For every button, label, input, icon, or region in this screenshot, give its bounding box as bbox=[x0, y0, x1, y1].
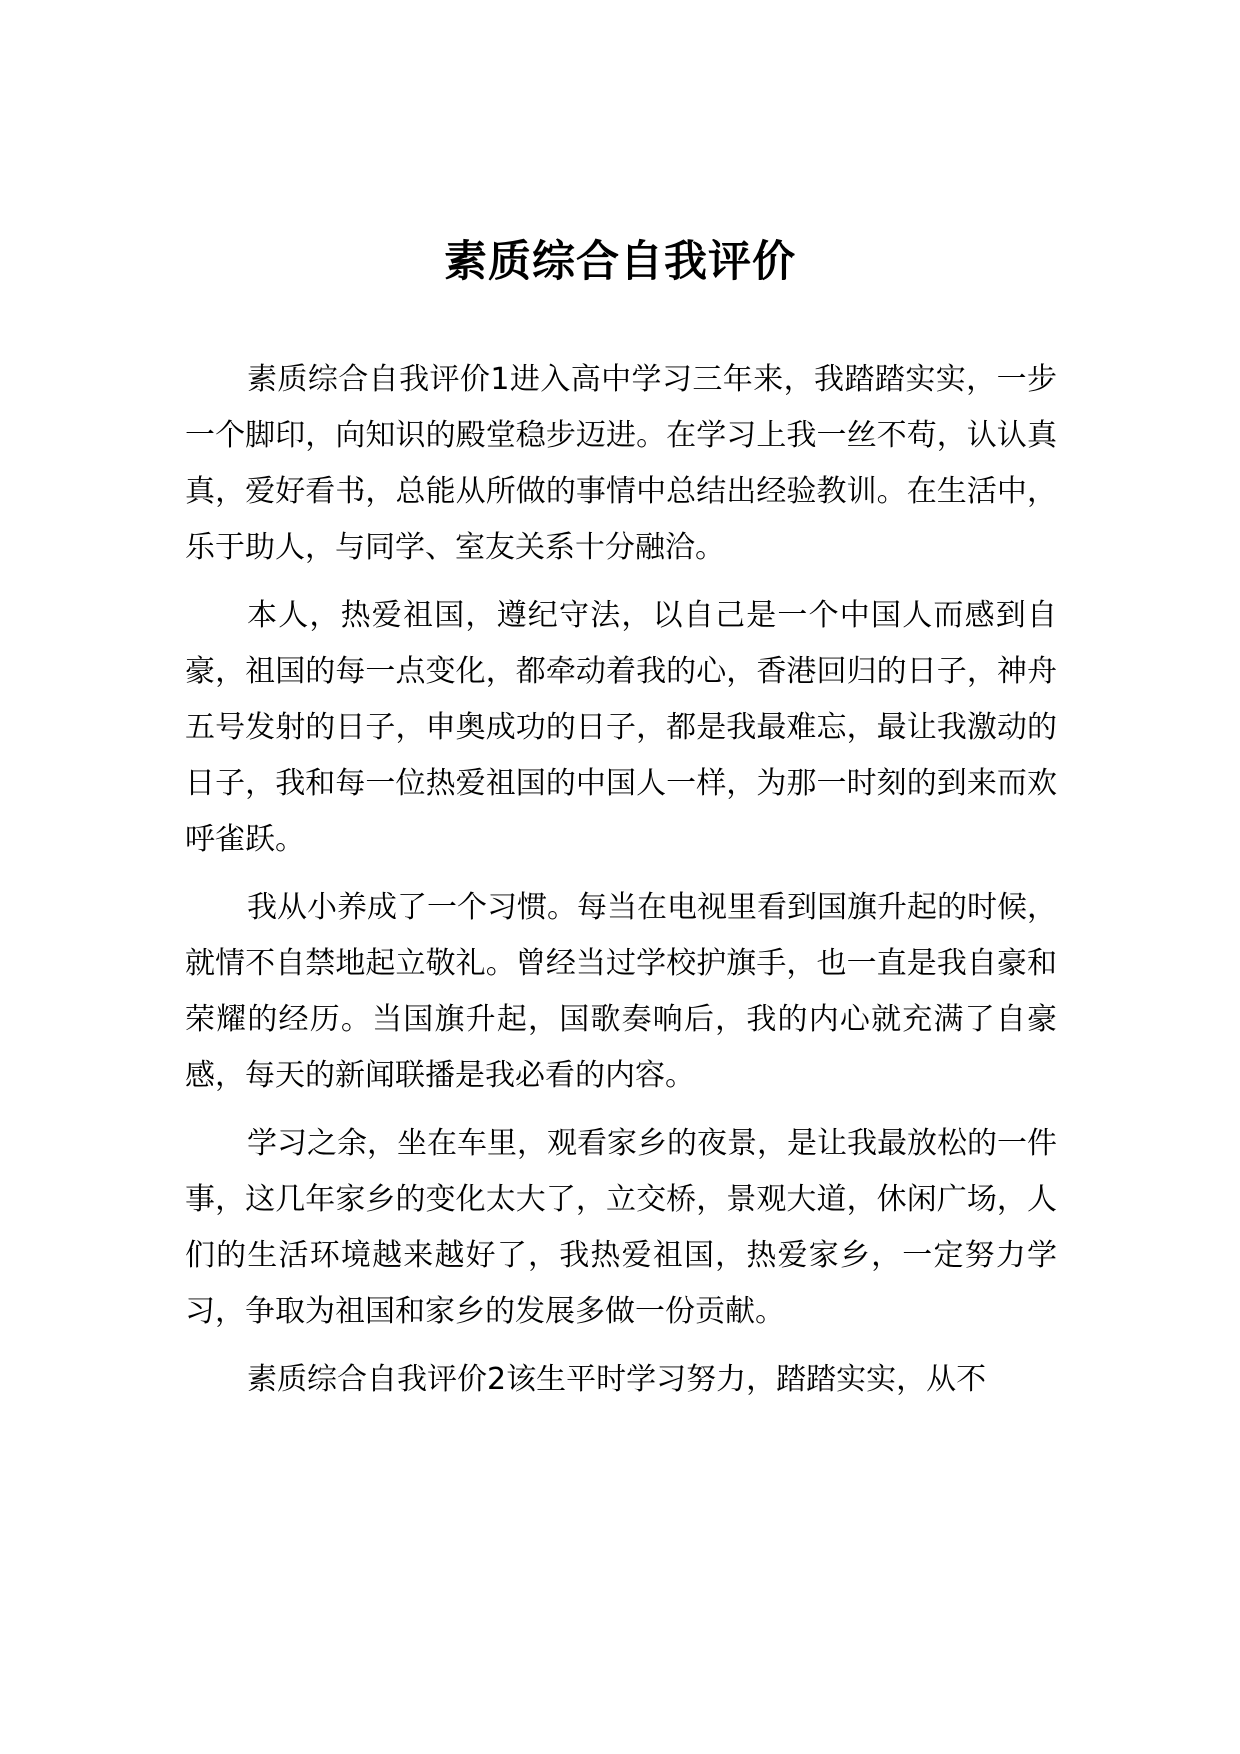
paragraph-1: 素质综合自我评价1进入高中学习三年来，我踏踏实实，一步一个脚印，向知识的殿堂稳步迈进。在学习上我一丝不苟，认认真真，爱好看书，总能从所做的事情中总结出经验教训。在生活中，乐于助人，与同学、室友关系十分融洽。 bbox=[185, 362, 1057, 565]
document-title: 素质综合自我评价 bbox=[444, 237, 796, 287]
paragraph-5: 素质综合自我评价2该生平时学习努力，踏踏实实，从不 bbox=[247, 1362, 987, 1397]
paragraph-3: 我从小养成了一个习惯。每当在电视里看到国旗升起的时候，就情不自禁地起立敬礼。曾经当过学校护旗手，也一直是我自豪和荣耀的经历。当国旗升起，国歌奏响后，我的内心就充满了自豪感，每天的新闻联播是我必看的内容。 bbox=[185, 890, 1057, 1093]
paragraph-4: 学习之余，坐在车里，观看家乡的夜景，是让我最放松的一件事，这几年家乡的变化太大了，立交桥，景观大道，休闲广场，人们的生活环境越来越好了，我热爱祖国，热爱家乡，一定努力学习，争取为祖国和家乡的发展多做一份贡献。 bbox=[185, 1126, 1057, 1329]
document-body bbox=[185, 352, 1057, 1420]
paragraph-2: 本人，热爱祖国，遵纪守法，以自己是一个中国人而感到自豪，祖国的每一点变化，都牵动着我的心，香港回归的日子，神舟五号发射的日子，申奥成功的日子，都是我最难忘，最让我激动的日子，我和每一位热爱祖国的中国人一样，为那一时刻的到来而欢呼雀跃。 bbox=[185, 598, 1057, 857]
